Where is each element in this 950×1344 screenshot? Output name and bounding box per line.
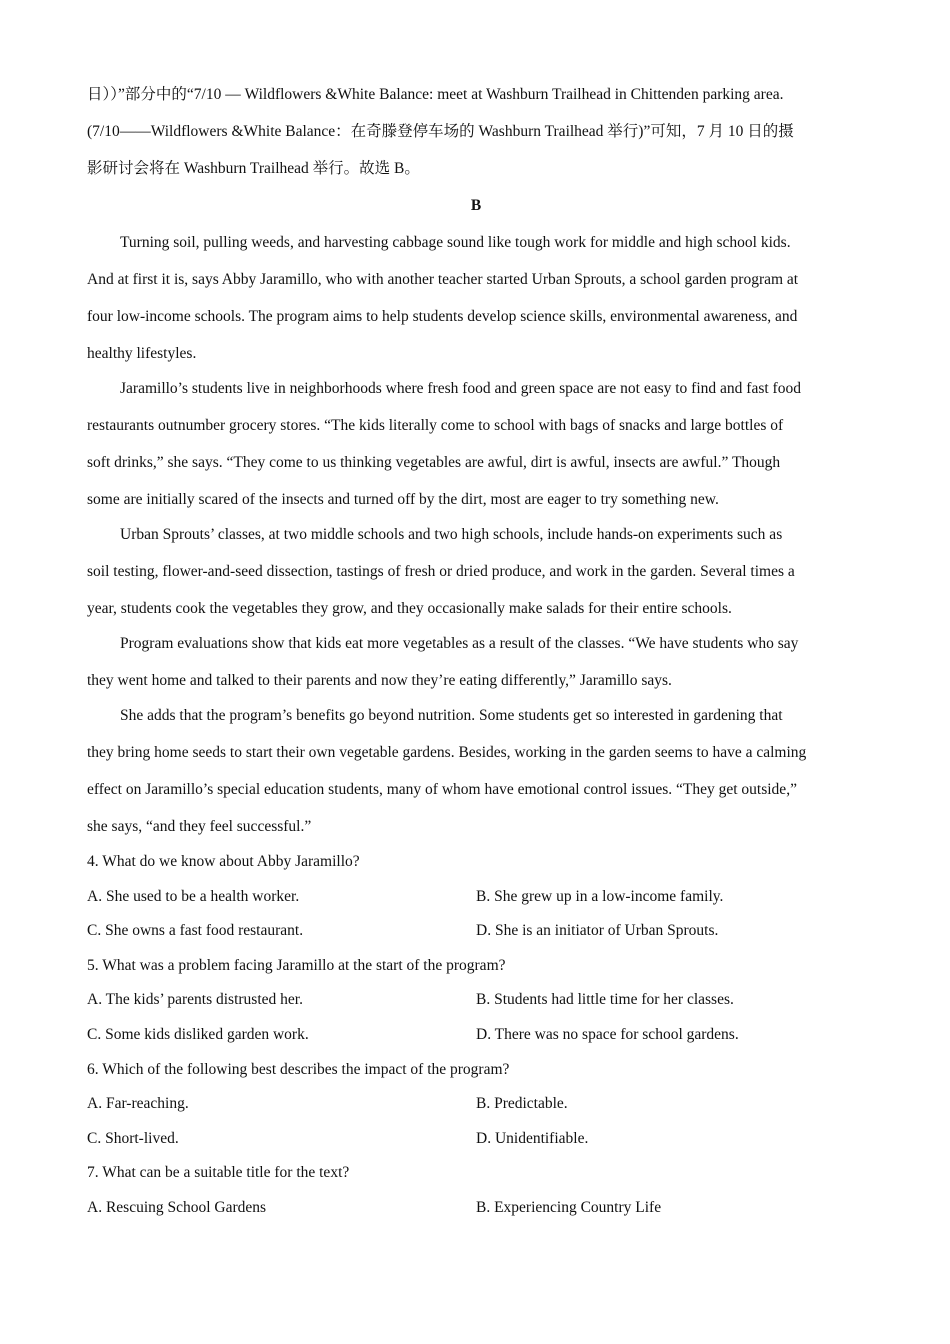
option-a: A. She used to be a health worker. xyxy=(87,887,300,905)
option-b: B. Experiencing Country Life xyxy=(476,1198,662,1216)
option-c: C. Short-lived. xyxy=(87,1129,179,1147)
option-row xyxy=(87,1018,865,1053)
option-a: A. Rescuing School Gardens xyxy=(87,1198,267,1216)
question-5 xyxy=(87,949,865,1053)
paragraph-line: Urban Sprouts’ classes, at two middle schools and two high schools, include hands-on experiments such as xyxy=(120,526,783,543)
paragraph-line: four low-income schools. The program aims to help students develop science skills, environmental awareness, and xyxy=(87,308,798,325)
paragraph-line: Turning soil, pulling weeds, and harvesting cabbage sound like tough work for middle and high school kids. xyxy=(120,234,791,251)
option-a: A. Far-reaching. xyxy=(87,1095,189,1113)
option-d: D. There was no space for school gardens. xyxy=(476,1025,739,1043)
option-d: D. She is an initiator of Urban Sprouts. xyxy=(476,922,719,940)
option-row xyxy=(87,914,865,949)
paragraph-line: soil testing, flower-and-seed dissection, tastings of fresh or dried produce, and work in the garden. Several times a xyxy=(87,563,795,580)
paragraph-line: And at first it is, says Abby Jaramillo, who with another teacher started Urban Sprouts, a school garden program at xyxy=(87,271,799,288)
section-heading: B xyxy=(470,197,482,214)
option-row xyxy=(87,983,865,1018)
paragraph-line: healthy lifestyles. xyxy=(87,345,197,362)
paragraph-line: effect on Jaramillo’s special education students, many of whom have emotional control issues. “They get outside,” xyxy=(87,781,797,798)
passage-paragraph xyxy=(87,625,865,699)
paragraph-line: soft drinks,” she says. “They come to us thinking vegetables are awful, dirt is awful, insects are awful.” Though xyxy=(87,454,781,471)
option-row xyxy=(87,880,865,915)
option-row xyxy=(87,1087,865,1122)
paragraph-line: she says, “and they feel successful.” xyxy=(87,818,312,835)
question-4 xyxy=(87,845,865,949)
question-list xyxy=(87,845,865,1226)
paragraph-line: Program evaluations show that kids eat more vegetables as a result of the classes. “We have students who say xyxy=(120,635,799,652)
passage-paragraph xyxy=(87,370,865,518)
option-row xyxy=(87,1122,865,1157)
question-stem: 7. What can be a suitable title for the text? xyxy=(87,1164,350,1182)
passage-paragraph xyxy=(87,516,865,627)
explanation-line: 日））”部分中的“7/10 — Wildflowers &White Balance: meet at Washburn Trailhead in Chittenden parking area. xyxy=(87,86,784,103)
explanation-line: 影研讨会将在 Washburn Trailhead 举行。故选 B。 xyxy=(87,160,420,177)
paragraph-line: some are initially scared of the insects and turned off by the dirt, most are eager to try something new. xyxy=(87,491,719,508)
option-row xyxy=(87,1191,865,1226)
reading-passage xyxy=(87,224,865,845)
question-7 xyxy=(87,1156,865,1225)
paragraph-line: restaurants outnumber grocery stores. “The kids literally come to school with bags of snacks and large bottles of xyxy=(87,417,784,434)
paragraph-line: Jaramillo’s students live in neighborhoods where fresh food and green space are not easy to find and fast food xyxy=(120,380,801,397)
option-d: D. Unidentifiable. xyxy=(476,1129,589,1147)
option-b: B. Predictable. xyxy=(476,1095,568,1113)
option-a: A. The kids’ parents distrusted her. xyxy=(87,991,303,1009)
passage-paragraph xyxy=(87,697,865,845)
option-b: B. Students had little time for her classes. xyxy=(476,991,734,1009)
passage-paragraph xyxy=(87,224,865,372)
question-6 xyxy=(87,1053,865,1157)
option-c: C. She owns a fast food restaurant. xyxy=(87,922,304,940)
document-page xyxy=(87,76,865,1226)
question-stem: 4. What do we know about Abby Jaramillo? xyxy=(87,853,360,870)
paragraph-line: they bring home seeds to start their own vegetable gardens. Besides, working in the garden seems to have a calming xyxy=(87,744,807,761)
paragraph-line: She adds that the program’s benefits go beyond nutrition. Some students get so interested in gardening that xyxy=(120,707,783,724)
paragraph-line: year, students cook the vegetables they grow, and they occasionally make salads for their entire schools. xyxy=(87,600,732,617)
explanation-line: (7/10——Wildflowers &White Balance：在奇滕登停车场的 Washburn Trailhead 举行)”可知，7 月 10 日的摄 xyxy=(87,123,794,140)
option-c: C. Some kids disliked garden work. xyxy=(87,1025,309,1043)
paragraph-line: they went home and talked to their parents and now they’re eating differently,” Jaramillo says. xyxy=(87,672,672,689)
answer-explanation xyxy=(87,76,865,187)
question-stem: 6. Which of the following best describes the impact of the program? xyxy=(87,1060,510,1078)
question-stem: 5. What was a problem facing Jaramillo at the start of the program? xyxy=(87,956,506,974)
option-b: B. She grew up in a low-income family. xyxy=(476,887,724,905)
